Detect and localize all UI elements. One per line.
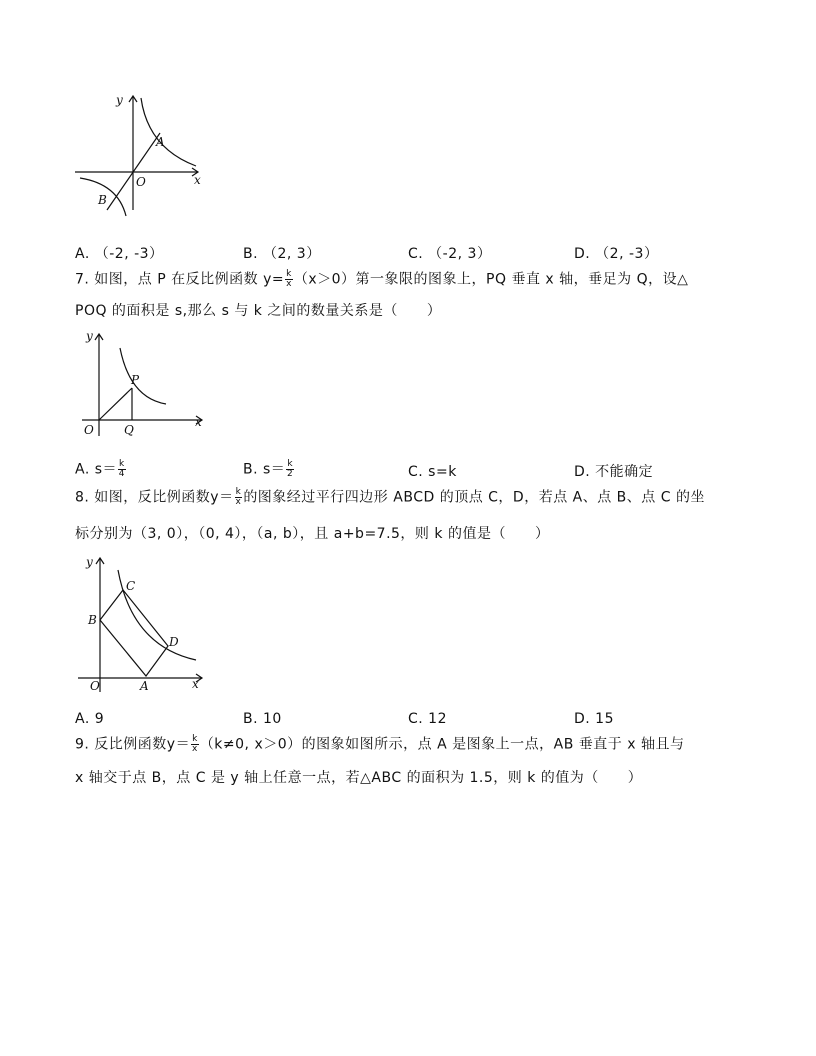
- parallelogram-abcd: [100, 590, 168, 676]
- q8-option-a: A. 9: [75, 711, 105, 727]
- q7-option-a-pre: A. s＝: [75, 461, 118, 478]
- q8-option-d: D. 15: [574, 711, 614, 727]
- q7-fraction: [285, 270, 293, 289]
- q9-line-1-post: （k≠0, x＞0）的图象如图所示，点 A 是图象上一点，AB 垂直于 x 轴且与: [199, 736, 685, 753]
- q7-option-b: [243, 460, 295, 479]
- q6-option-c: C. （-2, 3）: [408, 246, 492, 262]
- point-c-label: C: [126, 579, 136, 593]
- q6-option-b: B. （2, 3）: [243, 246, 321, 262]
- x-axis-label: x: [192, 677, 199, 691]
- point-a-label: A: [140, 679, 149, 693]
- q8-fraction: [235, 488, 243, 507]
- q9-line-1: [75, 735, 684, 754]
- q8-fraction-numerator: k: [235, 487, 242, 497]
- q7-option-a: [75, 460, 127, 479]
- q7-line-2: POQ 的面积是 s,那么 s 与 k 之间的数量关系是（ ）: [75, 303, 442, 319]
- q8-option-b: B. 10: [243, 711, 282, 727]
- q7-option-c: C. s=k: [408, 464, 457, 480]
- q6-figure: [70, 88, 210, 218]
- q7-line-1-post: （x＞0）第一象限的图象上，PQ 垂直 x 轴，垂足为 Q，设△: [293, 271, 689, 288]
- q7-option-a-denominator: 4: [118, 469, 125, 479]
- point-q-label: Q: [124, 423, 134, 437]
- y-axis-label: y: [86, 555, 93, 569]
- y-axis-label: y: [86, 329, 93, 343]
- q8-figure: [74, 550, 208, 696]
- q8-line-1-pre: 8. 如图，反比例函数y＝: [75, 489, 234, 506]
- segment-op: [99, 388, 132, 420]
- origin-label: O: [136, 175, 146, 189]
- origin-label: O: [84, 423, 94, 437]
- q8-fraction-denominator: x: [235, 497, 242, 507]
- q7-option-b-denominator: 2: [287, 469, 294, 479]
- x-axis-label: x: [194, 173, 201, 187]
- x-axis-label: x: [195, 415, 202, 429]
- q7-option-a-fraction: [118, 460, 126, 479]
- q9-fraction-denominator: x: [192, 744, 198, 754]
- q8-line-1: [75, 488, 705, 507]
- q9-fraction: [191, 735, 199, 754]
- q7-line-1: [75, 270, 688, 289]
- q7-option-b-numerator: k: [287, 459, 294, 469]
- q8-option-c: C. 12: [408, 711, 447, 727]
- q6-option-a: A. （-2, -3）: [75, 246, 164, 262]
- point-b-label: B: [88, 613, 97, 627]
- q7-fraction-denominator: x: [286, 279, 292, 289]
- q7-line-1-pre: 7. 如图，点 P 在反比例函数 y=: [75, 271, 285, 288]
- q9-line-1-pre: 9. 反比例函数y＝: [75, 736, 191, 753]
- q7-option-b-fraction: [286, 460, 294, 479]
- q7-figure: [78, 326, 208, 438]
- hyperbola-branch: [120, 348, 166, 404]
- q7-fraction-numerator: k: [286, 269, 292, 279]
- q8-line-2: 标分别为（3, 0），（0, 4），（a, b），且 a+b=7.5，则 k 的值是（ ）: [75, 526, 550, 542]
- q7-option-a-numerator: k: [119, 459, 125, 469]
- q8-line-1-post: 的图象经过平行四边形 ABCD 的顶点 C，D，若点 A、点 B、点 C 的坐: [243, 489, 705, 506]
- hyperbola-branch-first-quadrant: [141, 98, 196, 166]
- origin-label: O: [90, 679, 100, 693]
- point-d-label: D: [169, 635, 179, 649]
- q9-line-2: x 轴交于点 B，点 C 是 y 轴上任意一点，若△ABC 的面积为 1.5，则 k 的值为（ ）: [75, 770, 643, 786]
- q9-fraction-numerator: k: [192, 734, 198, 744]
- q6-option-d: D. （2, -3）: [574, 246, 659, 262]
- q7-option-d: D. 不能确定: [574, 464, 654, 480]
- point-a-label: A: [156, 135, 165, 149]
- point-p-label: P: [131, 373, 140, 387]
- q7-option-b-pre: B. s＝: [243, 461, 286, 478]
- y-axis-label: y: [116, 93, 123, 107]
- point-b-label: B: [98, 193, 107, 207]
